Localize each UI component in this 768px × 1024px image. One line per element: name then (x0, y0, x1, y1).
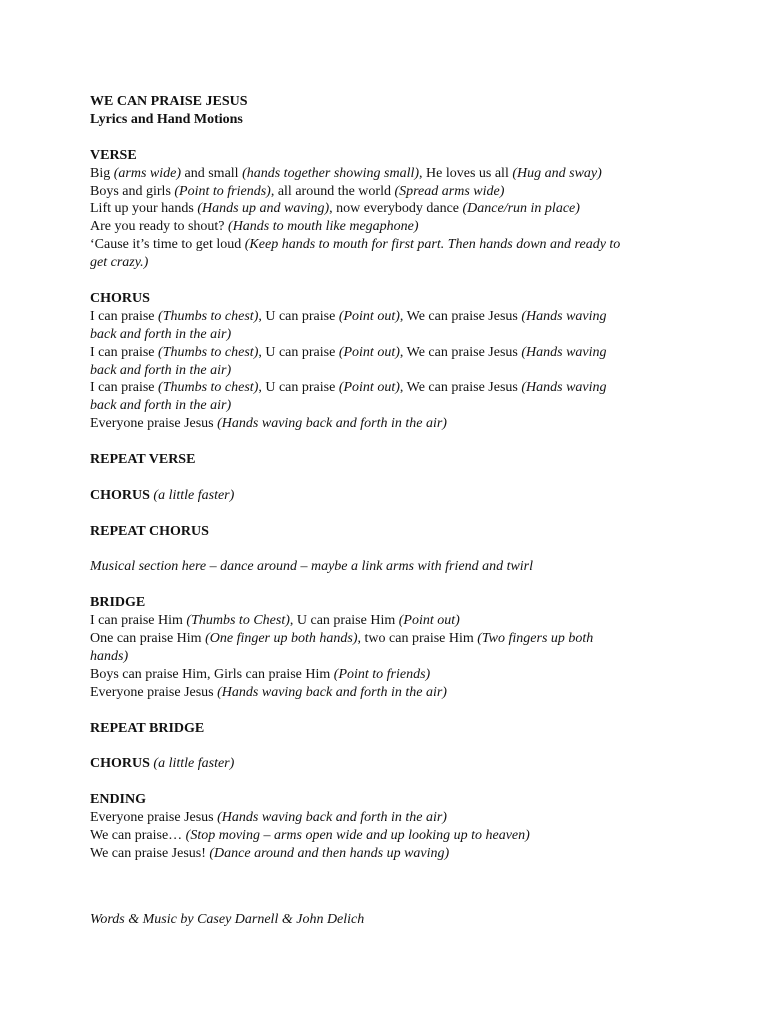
chorus-line-1: I can praise (Thumbs to chest), U can praise (Point out), We can praise Jesus (Hands waving (90, 308, 607, 324)
ending-line-3: We can praise Jesus! (Dance around and then hands up waving) (90, 845, 450, 861)
bridge-line-1: I can praise Him (Thumbs to Chest), U can praise Him (Point out) (90, 613, 460, 629)
verse-line-1: Big (arms wide) and small (hands together showing small), He loves us all (Hug and sway) (90, 165, 602, 181)
musical-section-note: Musical section here – dance around – maybe a link arms with friend and twirl (90, 559, 534, 575)
bridge-heading: BRIDGE (90, 595, 146, 611)
chorus-heading: CHORUS (90, 290, 150, 306)
chorus-line-2-cont: back and forth in the air) (90, 362, 232, 378)
chorus-line-1-cont: back and forth in the air) (90, 326, 232, 342)
verse-line-5: ‘Cause it’s time to get loud (Keep hands to mouth for first part. Then hands down and ready to (90, 237, 621, 253)
ending-heading: ENDING (90, 792, 147, 808)
chorus-faster-1: CHORUS (a little faster) (90, 487, 235, 503)
ending-line-2: We can praise… (Stop moving – arms open wide and up looking up to heaven) (90, 828, 530, 843)
verse-line-6: get crazy.) (90, 255, 149, 271)
chorus-faster-2: CHORUS (a little faster) (90, 756, 235, 772)
repeat-bridge-heading: REPEAT BRIDGE (90, 720, 205, 736)
document-title: WE CAN PRAISE JESUS (90, 94, 248, 109)
ending-line-1: Everyone praise Jesus (Hands waving back and forth in the air) (90, 810, 447, 826)
chorus-line-3: I can praise (Thumbs to chest), U can praise (Point out), We can praise Jesus (Hands waving (90, 380, 607, 396)
credits: Words & Music by Casey Darnell & John Delich (90, 911, 365, 927)
repeat-chorus-heading: REPEAT CHORUS (90, 523, 209, 539)
bridge-line-3: Boys can praise Him, Girls can praise Him (Point to friends) (90, 666, 431, 682)
bridge-line-4: Everyone praise Jesus (Hands waving back and forth in the air) (90, 684, 447, 700)
repeat-verse-heading: REPEAT VERSE (90, 452, 196, 468)
chorus-line-3-cont: back and forth in the air) (90, 398, 232, 414)
bridge-line-2: One can praise Him (One finger up both hands), two can praise Him (Two fingers up both (90, 631, 594, 647)
lyrics-document (90, 93, 680, 929)
chorus-line-2: I can praise (Thumbs to chest), U can praise (Point out), We can praise Jesus (Hands waving (90, 344, 607, 360)
verse-line-3: Lift up your hands (Hands up and waving), now everybody dance (Dance/run in place) (90, 201, 580, 217)
bridge-line-2-cont: hands) (90, 648, 129, 664)
chorus-line-4: Everyone praise Jesus (Hands waving back and forth in the air) (90, 416, 447, 432)
document-subtitle: Lyrics and Hand Motions (90, 111, 243, 127)
verse-line-4: Are you ready to shout? (Hands to mouth like megaphone) (90, 219, 419, 235)
verse-line-2: Boys and girls (Point to friends), all around the world (Spread arms wide) (90, 183, 505, 199)
verse-heading: VERSE (90, 147, 137, 163)
